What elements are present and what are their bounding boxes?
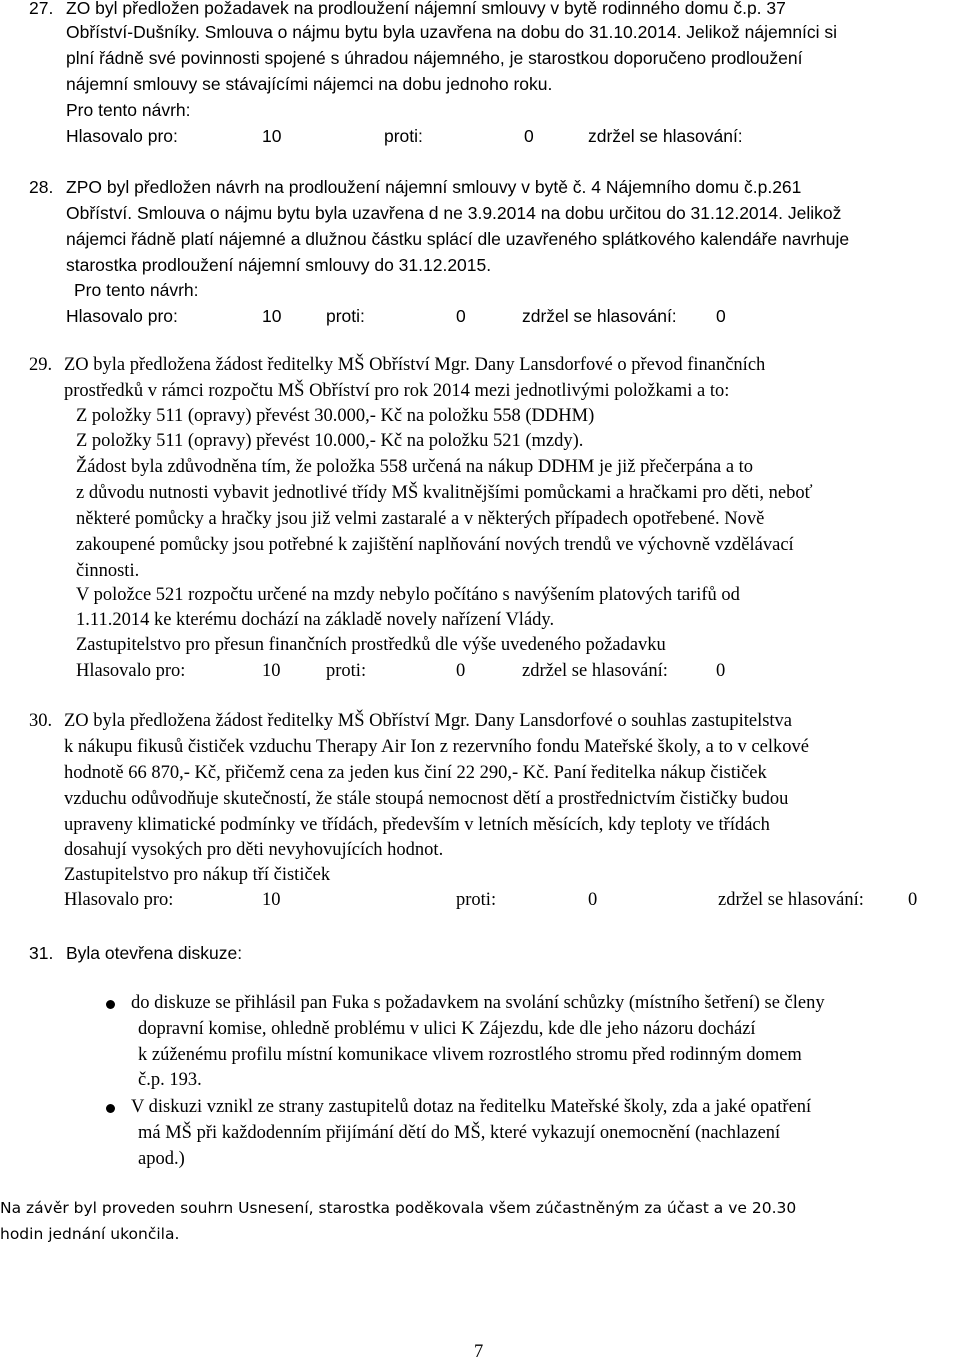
proposal-label: Pro tento návrh:: [74, 280, 199, 300]
item-text-line: činnosti.: [76, 561, 140, 581]
item-text-line: starostka prodloužení nájemní smlouvy do 31.12.2015.: [66, 255, 492, 275]
item-text-line: Obříství-Dušníky. Smlouva o nájmu bytu byla uzavřena na dobu do 31.10.2014. Jelikož nájemníci si: [66, 22, 838, 42]
item-text-line: V položce 521 rozpočtu určené na mzdy nebylo počítáno s navýšením platových tarifů od: [76, 585, 740, 605]
item-text-line: některé pomůcky a hračky jsou již velmi zastaralé a v některých případech opotřebené. Nově: [76, 509, 765, 529]
item-text-line: Žádost byla zdůvodněna tím, že položka 558 určená na nákup DDHM je již přečerpána a to: [76, 457, 754, 477]
item-text-line: k nákupu fikusů čističek vzduchu Therapy Air Ion z rezervního fondu Mateřské školy, a to v celkové: [64, 737, 809, 757]
vote-against-count: 0: [588, 890, 598, 910]
vote-for-count: 10: [262, 890, 281, 910]
bullet-icon: [106, 1104, 115, 1113]
item-text-line: nájemní smlouvy se stávajícími nájemci na dobu jednoho roku.: [66, 74, 553, 94]
vote-abstain-label: zdržel se hlasování:: [522, 306, 677, 326]
item-text-line: nájemci řádně platí nájemné a dlužnou částku splácí dle uzavřeného splátkového kalendáře navrhuje: [66, 229, 850, 249]
bullet-text-line: má MŠ při každodenním přijímání dětí do MŠ, které vykazují onemocnění (nachlazení: [138, 1123, 781, 1143]
item-text-line: Z položky 511 (opravy) převést 10.000,- Kč na položku 521 (mzdy).: [76, 431, 584, 451]
vote-for-count: 10: [262, 126, 282, 146]
item-text-line: ZO byla předložena žádost ředitelky MŠ Obříství Mgr. Dany Lansdorfové o souhlas zastupitelstva: [64, 711, 793, 731]
item-text-line: Zastupitelstvo pro přesun finančních prostředků dle výše uvedeného požadavku: [76, 635, 666, 655]
item-text-line: zakoupené pomůcky jsou potřebné k zajištění naplňování nových trendů ve výchovně vzdělávací: [76, 535, 794, 555]
item-number: 29.: [29, 355, 53, 375]
item-text-line: vzduchu odůvodňuje skutečností, že stále stoupá nemocnost dětí a prostřednictvím čističky budou: [64, 789, 789, 809]
bullet-text-line: č.p. 193.: [138, 1070, 202, 1090]
item-text-line: ZO byl předložen požadavek na prodloužení nájemní smlouvy v bytě rodinného domu č.p. 37: [66, 0, 786, 18]
item-text-line: plní řádně své povinnosti spojené s úhradou nájemného, je starostkou doporučeno prodloužení: [66, 48, 803, 68]
bullet-icon: [106, 1000, 115, 1009]
vote-against-count: 0: [456, 306, 466, 326]
vote-against-count: 0: [524, 126, 534, 146]
vote-abstain-label: zdržel se hlasování:: [588, 126, 743, 146]
vote-against-count: 0: [456, 661, 466, 681]
page-number: 7: [474, 1342, 484, 1362]
vote-abstain-count: 0: [908, 890, 918, 910]
vote-for-label: Hlasovalo pro:: [66, 126, 178, 146]
item-text-line: upraveny klimatické podmínky ve třídách, především v letních měsících, kdy teploty ve třídách: [64, 815, 770, 835]
vote-for-label: Hlasovalo pro:: [64, 890, 174, 910]
item-text-line: ZPO byl předložen návrh na prodloužení nájemní smlouvy v bytě č. 4 Nájemního domu č.p.261: [66, 177, 802, 197]
vote-against-label: proti:: [326, 306, 365, 326]
item-text-line: hodnotě 66 870,- Kč, přičemž cena za jeden kus činí 22 290,- Kč. Paní ředitelka nákup čističek: [64, 763, 767, 783]
item-text-line: dosahují vysokých pro děti nevyhovujících hodnot.: [64, 840, 444, 860]
bullet-text-line: dopravní komise, ohledně problému v ulici K Zájezdu, kde dle jeho názoru dochází: [138, 1019, 756, 1039]
item-text-line: Zastupitelstvo pro nákup tří čističek: [64, 865, 331, 885]
vote-for-count: 10: [262, 661, 281, 681]
closing-line: Na závěr byl proveden souhrn Usnesení, starostka poděkovala všem zúčastněným za účast a ve 20.30: [0, 1199, 797, 1217]
proposal-label: Pro tento návrh:: [66, 100, 191, 120]
item-number: 27.: [29, 0, 54, 18]
vote-against-label: proti:: [456, 890, 497, 910]
vote-abstain-count: 0: [716, 306, 726, 326]
bullet-text-line: apod.): [138, 1149, 185, 1169]
item-text-line: ZO byla předložena žádost ředitelky MŠ Obříství Mgr. Dany Lansdorfové o převod finančních: [64, 355, 766, 375]
vote-abstain-label: zdržel se hlasování:: [522, 661, 668, 681]
vote-for-label: Hlasovalo pro:: [76, 661, 186, 681]
vote-against-label: proti:: [384, 126, 423, 146]
bullet-text-line: k zúženému profilu místní komunikace vlivem rozrostlého stromu před rodinným domem: [138, 1045, 802, 1065]
bullet-text-line: V diskuzi vznikl ze strany zastupitelů dotaz na ředitelku Mateřské školy, zda a jaké opatření: [131, 1097, 812, 1117]
item-text-line: Z položky 511 (opravy) převést 30.000,- Kč na položku 558 (DDHM): [76, 406, 595, 426]
vote-abstain-label: zdržel se hlasování:: [718, 890, 864, 910]
item-number: 30.: [29, 711, 53, 731]
discussion-heading: Byla otevřena diskuze:: [66, 943, 243, 963]
item-text-line: Obříství. Smlouva o nájmu bytu byla uzavřena d ne 3.9.2014 na dobu určitou do 31.12.2014. Jelikož: [66, 203, 842, 223]
item-text-line: z důvodu nutnosti vybavit jednotlivé třídy MŠ kvalitnějšími pomůckami a hračkami pro děti, neboť: [76, 483, 813, 503]
item-text-line: 1.11.2014 ke kterému dochází na základě novely nařízení Vlády.: [76, 610, 555, 630]
bullet-text-line: do diskuze se přihlásil pan Fuka s požadavkem na svolání schůzky (místního šetření) se členy: [131, 993, 825, 1013]
closing-line: hodin jednání ukončila.: [0, 1225, 180, 1243]
vote-for-label: Hlasovalo pro:: [66, 306, 178, 326]
vote-abstain-count: 0: [716, 661, 726, 681]
item-number: 28.: [29, 177, 54, 197]
item-text-line: prostředků v rámci rozpočtu MŠ Obříství pro rok 2014 mezi jednotlivými položkami a to:: [64, 381, 730, 401]
item-number: 31.: [29, 943, 54, 963]
vote-for-count: 10: [262, 306, 282, 326]
vote-against-label: proti:: [326, 661, 367, 681]
